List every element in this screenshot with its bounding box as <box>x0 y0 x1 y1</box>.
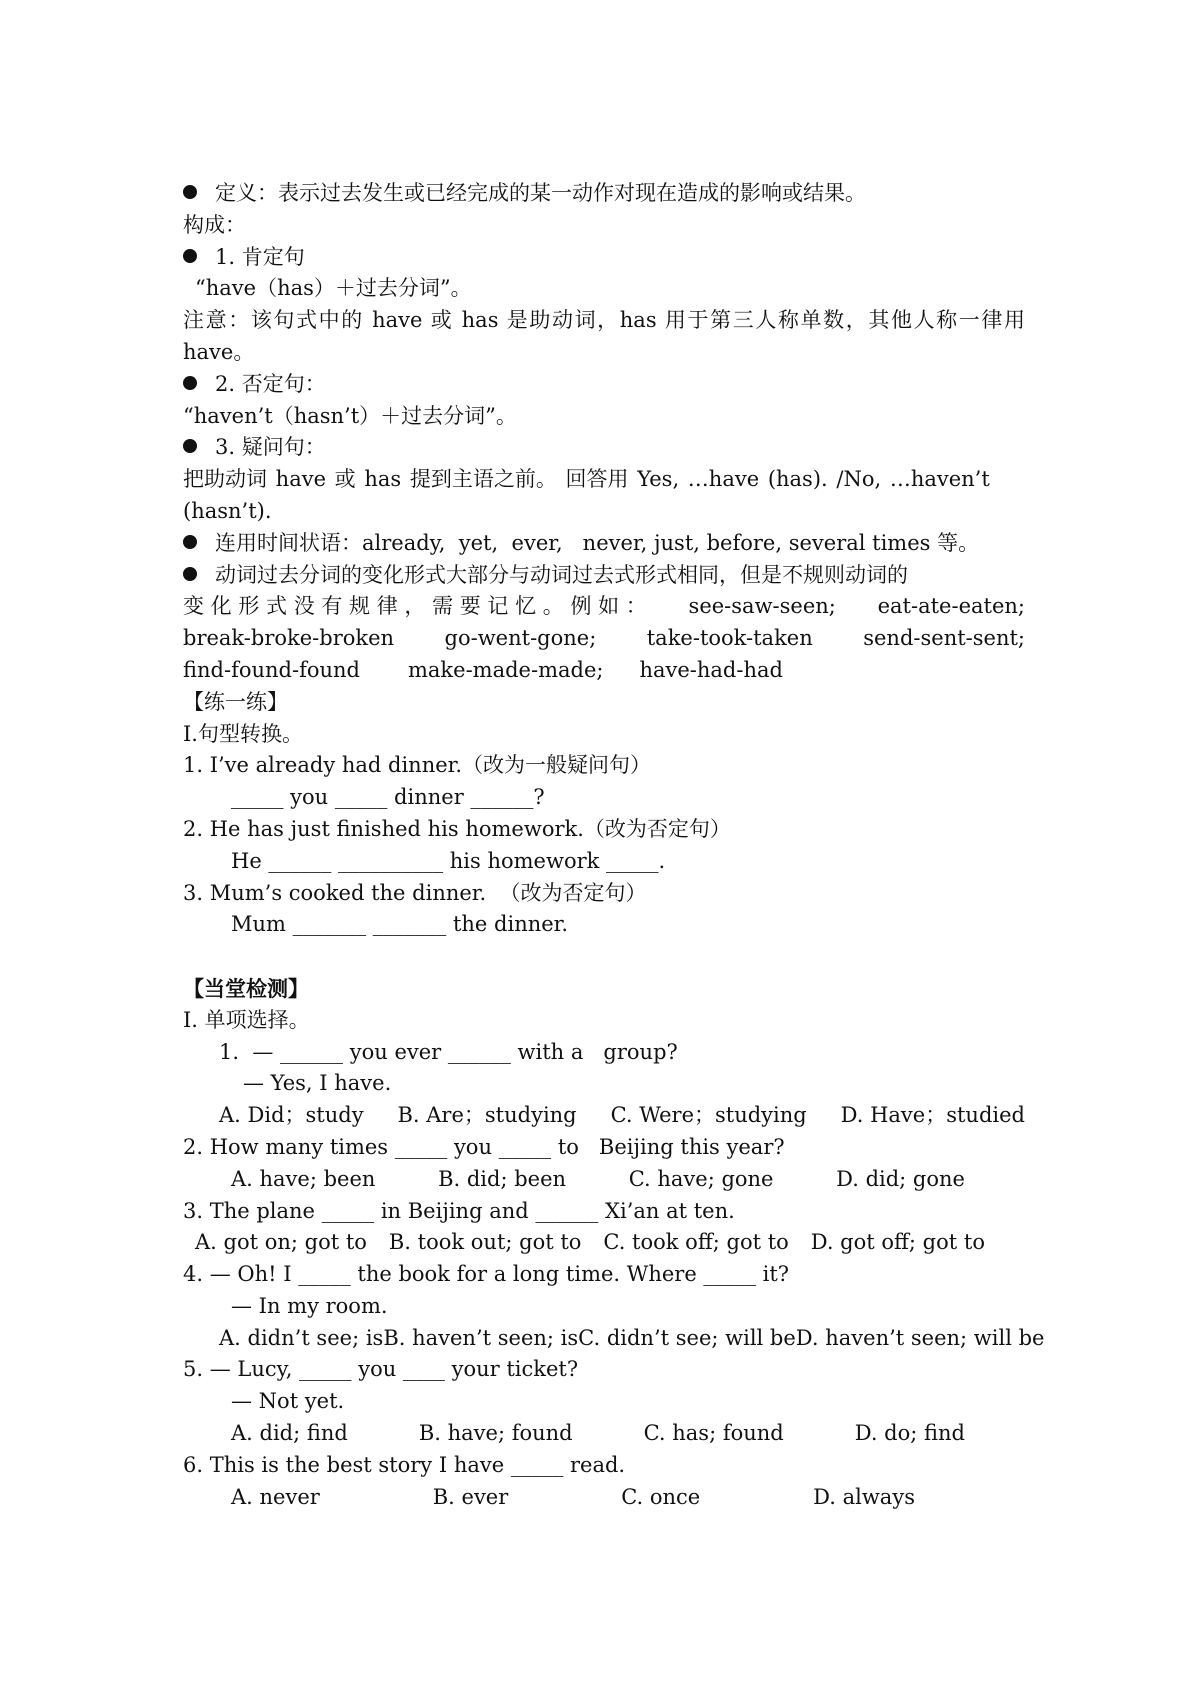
practice-question: 3. Mum’s cooked the dinner. （改为否定句） <box>183 880 647 905</box>
participle-note: 动词过去分词的变化形式大部分与动词过去式形式相同，但是不规则动词的 <box>215 562 908 587</box>
practice-question: 1. I’ve already had dinner.（改为一般疑问句） <box>183 753 652 778</box>
option-b: B. haven’t seen; is <box>383 1325 579 1350</box>
practice-section: I.句型转换。 <box>183 721 303 746</box>
bullet-icon <box>183 249 197 263</box>
option-d: D. always <box>813 1484 915 1509</box>
question-heading-line <box>183 432 1025 464</box>
question-heading: 3. 疑问句： <box>215 435 326 460</box>
note-paragraph: 注意：该句式中的 have 或 has 是助动词，has 用于第三人称单数，其他人称一律用 have。 <box>183 308 1025 364</box>
participle-example: see-saw-seen; <box>688 594 836 619</box>
option-a: A. have; been <box>231 1166 376 1191</box>
question-1: 1. — ______ you ever ______ with a group? <box>219 1039 678 1064</box>
participle-example: send-sent-sent; <box>863 626 1025 651</box>
participle-example: find-found-found <box>183 657 360 682</box>
participle-note-line-2 <box>183 591 1025 623</box>
participle-note-line <box>183 560 1025 592</box>
question-4: 4. — Oh! I _____ the book for a long time. Where _____ it? <box>183 1262 790 1287</box>
participle-example: go-went-gone; <box>444 626 597 651</box>
option-b: B. ever <box>432 1484 509 1509</box>
question-1-options <box>183 1100 1025 1132</box>
option-a: A. never <box>231 1484 320 1509</box>
option-b: B. have; found <box>418 1421 573 1446</box>
practice-heading: 【练一练】 <box>183 689 288 714</box>
option-c: C. took off; got to <box>603 1230 789 1255</box>
test-section: I. 单项选择。 <box>183 1007 310 1032</box>
option-c: C. has; found <box>643 1421 784 1446</box>
bullet-icon <box>183 439 197 453</box>
worksheet-page <box>183 178 1045 1513</box>
bullet-icon <box>183 185 197 199</box>
option-d: D. got off; got to <box>810 1230 985 1255</box>
option-d: D. do; find <box>854 1421 965 1446</box>
question-4-reply: — In my room. <box>231 1293 388 1318</box>
question-5-options <box>183 1418 1025 1450</box>
question-2-options <box>183 1164 1025 1196</box>
affirmative-heading-line <box>183 242 1025 274</box>
negative-heading: 2. 否定句： <box>215 371 326 396</box>
practice-answer-line: Mum _______ _______ the dinner. <box>231 912 569 937</box>
question-3-options <box>183 1227 1025 1259</box>
option-c: C. Were；studying <box>610 1103 807 1128</box>
affirmative-heading: 1. 肯定句 <box>215 244 305 269</box>
practice-question: 2. He has just finished his homework.（改为否定句） <box>183 816 731 841</box>
participle-example: take-took-taken <box>646 626 813 651</box>
question-5-reply: — Not yet. <box>231 1389 345 1414</box>
examples-row-2 <box>183 655 1025 687</box>
participle-example: have-had-had <box>639 657 783 682</box>
participle-note-2-text: 变 化 形 式 没 有 规 律 ， 需 要 记 忆 。 例 如 ： <box>183 594 647 619</box>
option-b: B. took out; got to <box>388 1230 582 1255</box>
definition-text: 定义：表示过去发生或已经完成的某一动作对现在造成的影响或结果。 <box>215 181 866 205</box>
examples-row-1 <box>183 623 1025 655</box>
participle-example: make-made-made; <box>407 657 604 682</box>
negative-form: “haven’t（hasn’t）＋过去分词”。 <box>183 403 517 428</box>
spacer <box>183 941 1025 973</box>
option-a: A. did; find <box>231 1421 348 1446</box>
option-c: C. didn’t see; will be <box>578 1325 796 1350</box>
bullet-icon <box>183 535 197 549</box>
affirmative-form: “have（has）＋过去分词”。 <box>195 276 472 301</box>
question-5: 5. — Lucy, _____ you ____ your ticket? <box>183 1357 579 1382</box>
option-c: C. have; gone <box>628 1166 774 1191</box>
question-2: 2. How many times _____ you _____ to Beijing this year? <box>183 1134 785 1159</box>
option-b: B. did; been <box>438 1166 567 1191</box>
bullet-icon <box>183 567 197 581</box>
practice-answer-line: _____ you _____ dinner ______? <box>231 785 545 810</box>
question-form: 把助动词 have 或 has 提到主语之前。 回答用 Yes, …have (has). /No, …haven’t (hasn’t). <box>183 467 990 523</box>
option-a: A. Did；study <box>219 1103 364 1128</box>
option-d: D. haven’t seen; will be <box>795 1325 1045 1350</box>
bullet-icon <box>183 376 197 390</box>
participle-example: eat-ate-eaten; <box>877 594 1025 619</box>
definition-line <box>183 178 1025 210</box>
time-adverbials-line <box>183 528 1025 560</box>
option-a: A. didn’t see; is <box>219 1325 384 1350</box>
participle-example: break-broke-broken <box>183 626 395 651</box>
question-6-options <box>183 1482 1025 1514</box>
option-b: B. Are；studying <box>397 1103 577 1128</box>
option-d: D. did; gone <box>836 1166 965 1191</box>
question-3: 3. The plane _____ in Beijing and ______ Xi’an at ten. <box>183 1198 735 1223</box>
practice-answer-line: He ______ __________ his homework _____. <box>231 848 666 873</box>
test-heading: 【当堂检测】 <box>183 975 309 1001</box>
option-d: D. Have；studied <box>840 1103 1025 1128</box>
option-c: C. once <box>621 1484 701 1509</box>
option-a: A. got on; got to <box>195 1230 367 1255</box>
question-1-reply: — Yes, I have. <box>243 1071 392 1096</box>
structure-label: 构成： <box>183 212 246 237</box>
time-adverbials: 连用时间状语：already, yet, ever, never, just, before, several times 等。 <box>215 530 980 555</box>
negative-heading-line <box>183 369 1025 401</box>
question-6: 6. This is the best story I have _____ read. <box>183 1452 626 1477</box>
question-4-options <box>183 1323 1045 1355</box>
